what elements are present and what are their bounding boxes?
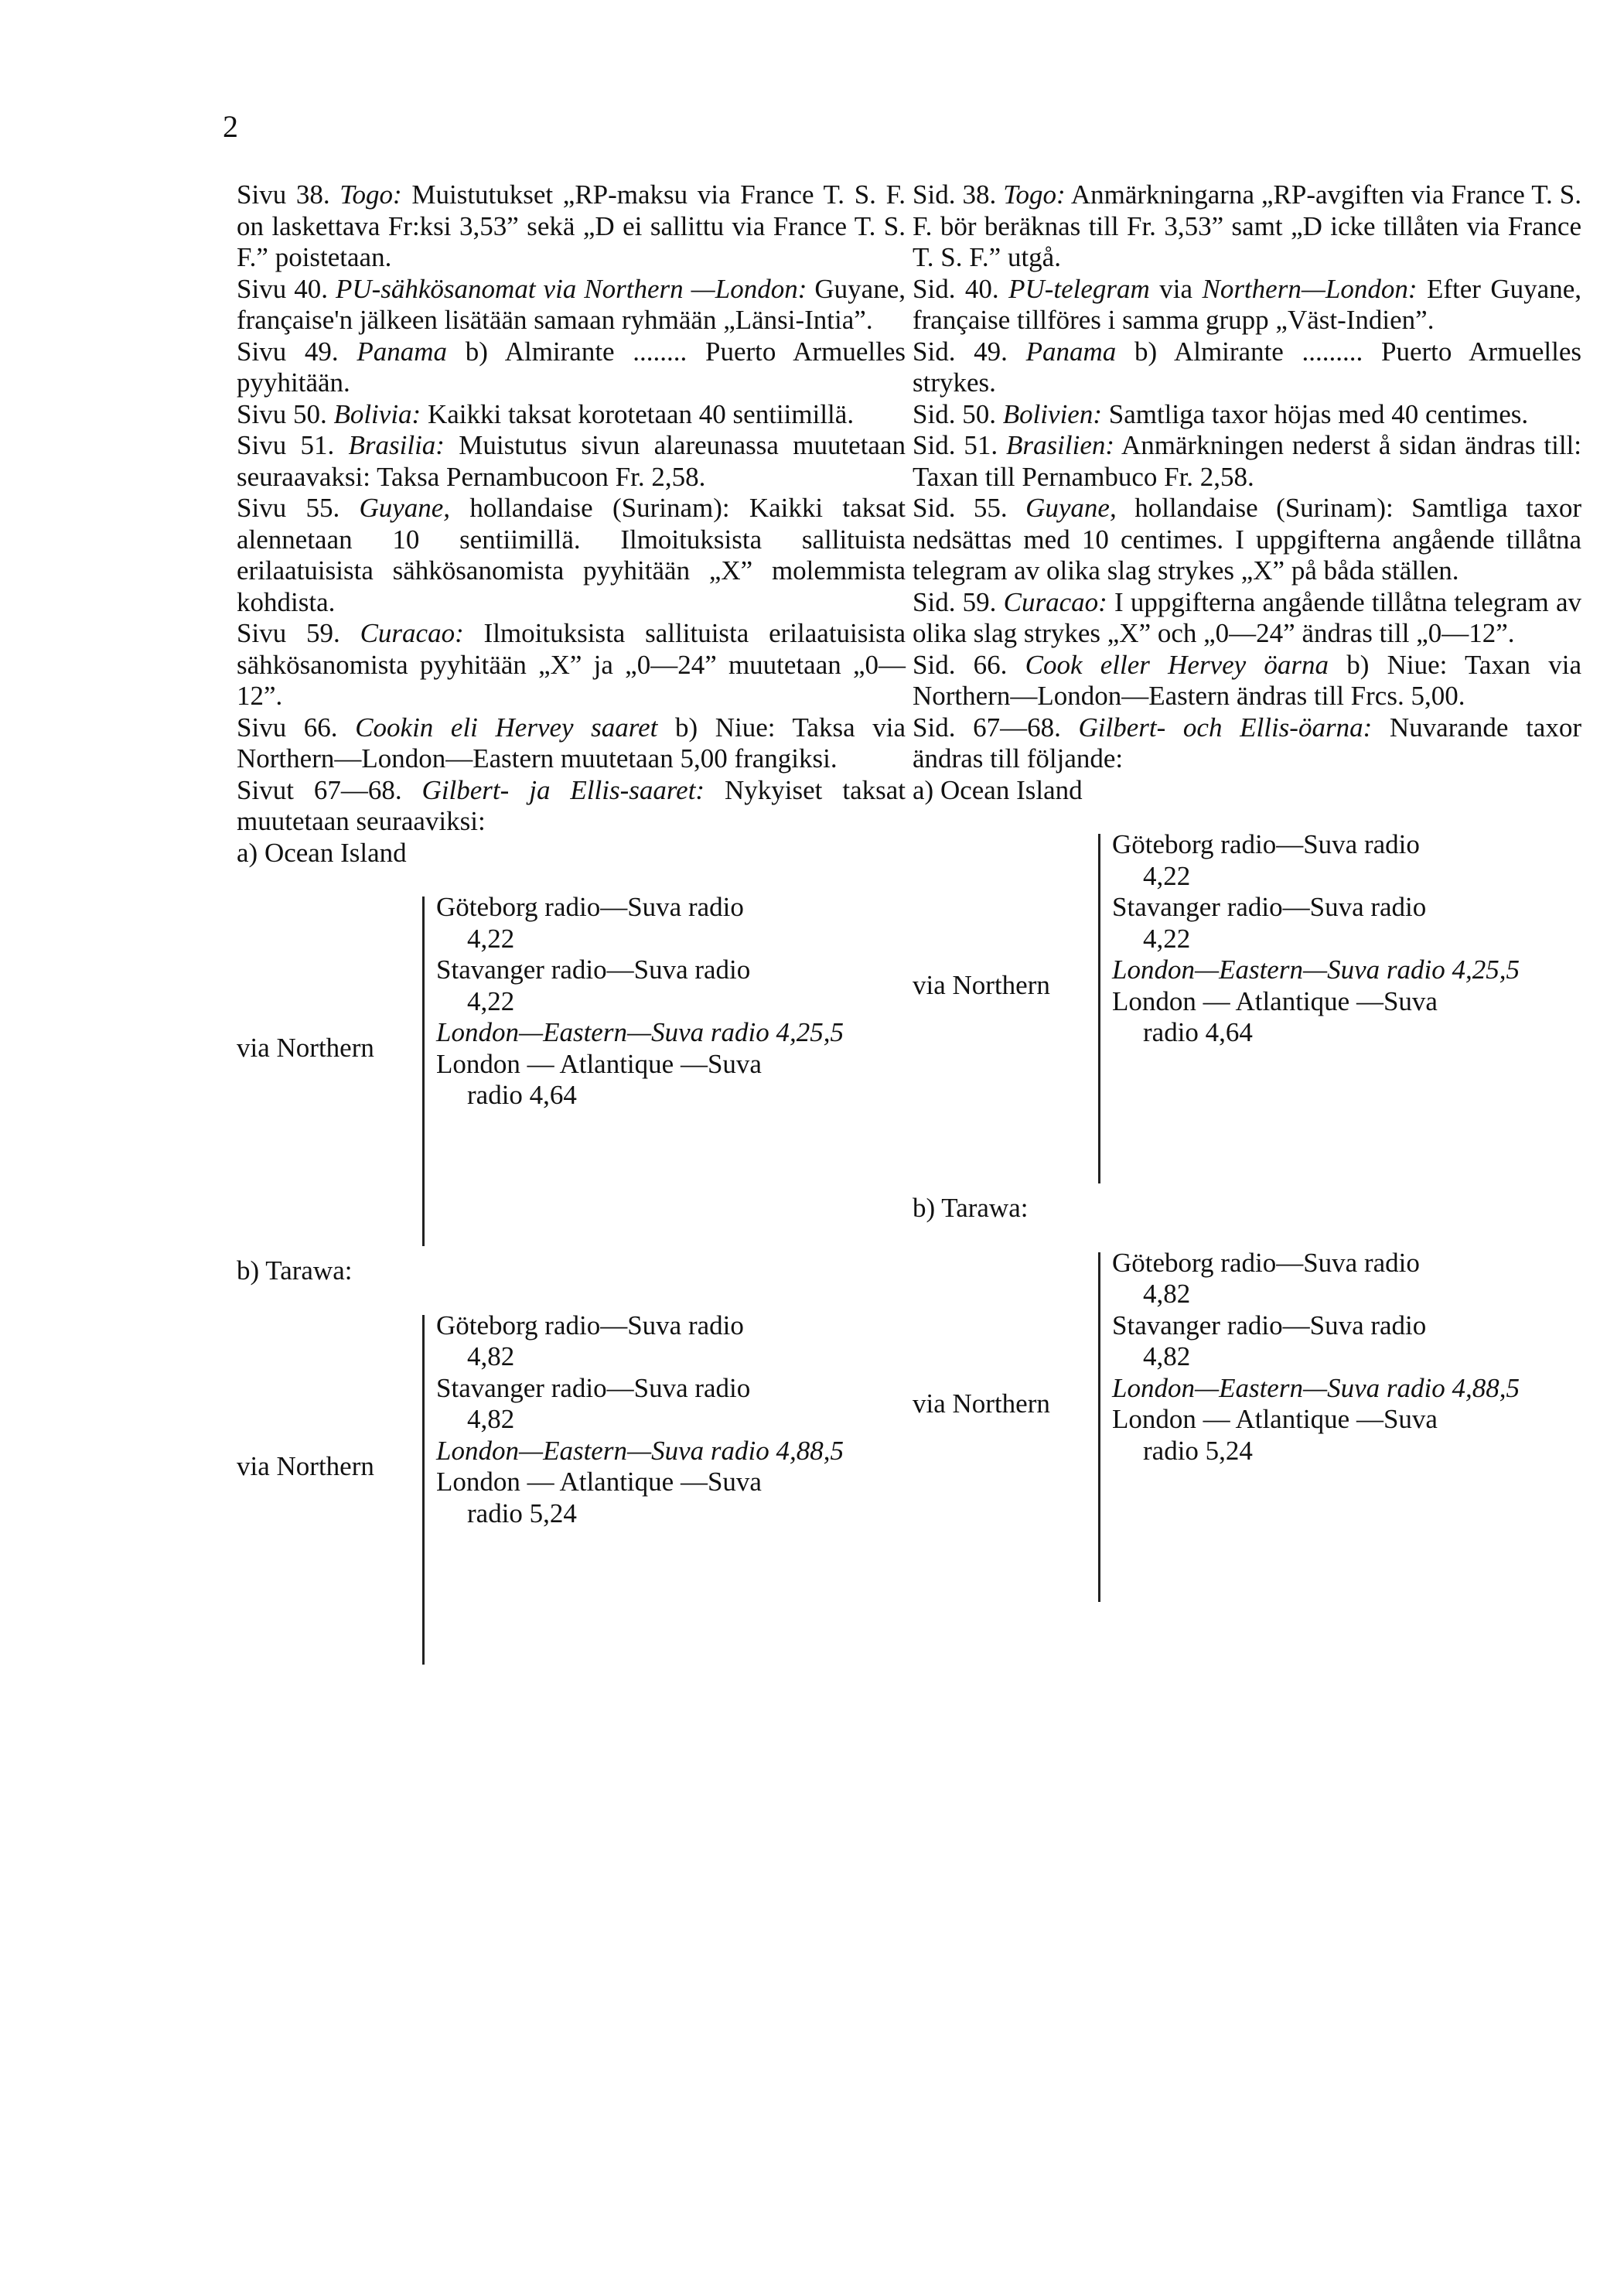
left-route-list-b [436,1310,896,1530]
italic-run: Bolivien: [1002,398,1102,429]
route-line: Göteborg radio—Suva radio [436,892,744,922]
right-brace-bar [1098,834,1100,1183]
text-run: Nuvarande taxor ändras till följande: [913,712,1581,774]
route-line: London — Atlantique —Suva [1112,1404,1438,1434]
paragraph [237,430,906,493]
route-line: London—Eastern—Suva radio 4,88,5 [1112,1372,1520,1403]
text-run: hollandaise (Surinam): Samtliga taxor nedsättas med 10 centimes. I uppgifterna angående tillåtna telegram av olika slag strykes „X” på båda ställen. [913,493,1581,586]
italic-run: Guyane, [359,493,451,523]
text-run: I uppgifterna angående tillåtna telegram av olika slag strykes „X” och „0—24” ändras till „0—12”. [913,586,1581,648]
left-paragraphs [237,179,906,838]
page-number: 2 [223,109,238,144]
text-run: Sivu 49. [237,336,357,367]
route-line: Stavanger radio—Suva radio [1112,1310,1427,1340]
paragraph [913,336,1581,399]
left-tarawa-routes [237,1310,906,1674]
text-run: hollandaise (Surinam): Kaikki taksat alennetaan 10 sentiimillä. Ilmoituksista sallituista erilaatuisista sähkösanomista pyyhitään „X” molemmista kohdista. [237,493,906,617]
text-run: Sid. 55. [913,493,1026,523]
text-run: Sivu 59. [237,618,360,648]
italic-run: Togo: [1003,179,1066,210]
right-route-list-b [1112,1248,1572,1467]
paragraph [237,274,906,336]
italic-run: Gilbert- ja Ellis-saaret: [421,774,705,805]
paragraph [237,618,906,712]
right-ocean-island-label: a) Ocean Island [913,774,1083,805]
text-run: Sivut 67—68. [237,774,422,805]
text-run: Sivu 66. [237,712,356,743]
italic-run: Togo: [339,179,402,210]
italic-run: Gilbert- och Ellis-öarna: [1078,712,1373,743]
text-run: Sid. 49. [913,336,1026,367]
paragraph [237,775,906,838]
paragraph [913,430,1581,493]
text-run: Efter Guyane, française tillföres i samma grupp „Väst-Indien”. [913,273,1581,335]
right-via-northern-label: via Northern [913,1388,1050,1419]
text-run: Sid. 66. [913,649,1025,680]
route-line: Stavanger radio—Suva radio [436,955,751,985]
right-brace-bar [1098,1252,1100,1602]
text-run: b) Almirante ........ Puerto Armuelles pyyhitään. [237,336,906,398]
text-run: Samtliga taxor höjas med 40 centimes. [1101,398,1529,429]
route-line: 4,22 [1143,923,1191,954]
route-line: radio 4,64 [1143,1017,1253,1047]
paragraph [237,493,906,618]
italic-run: Brasilia: [348,430,445,460]
text-run: Anmärkningen nederst å sidan ändras till: Taxan till Pernambuco Fr. 2,58. [913,430,1581,492]
italic-run: PU-telegram [1008,273,1150,304]
paragraph [913,179,1581,274]
paragraph [913,587,1581,650]
route-line: London — Atlantique —Suva [436,1467,762,1497]
paragraph [913,274,1581,336]
paragraph [237,179,906,274]
italic-run: Guyane, [1025,493,1117,523]
right-column-swedish [913,179,1581,1611]
left-route-list-a [436,892,896,1112]
italic-run: PU-sähkösanomat via Northern —London: [335,273,807,304]
left-ocean-island-routes [237,892,906,1255]
route-line: London — Atlantique —Suva [436,1048,762,1079]
text-run: Sid. 67—68. [913,712,1079,743]
left-brace-bar [422,896,425,1246]
text-run: Sid. 51. [913,430,1007,460]
paragraph [237,336,906,399]
text-run: Sid. 38. [913,179,1004,210]
left-column-finnish [237,179,906,1674]
text-run: via [1149,273,1203,304]
left-ocean-island-label: a) Ocean Island [237,837,407,868]
text-run: Kaikki taksat korotetaan 40 sentiimillä. [421,398,855,429]
route-line: 4,22 [1143,860,1191,891]
paragraph [237,399,906,431]
left-brace-bar [422,1315,425,1665]
text-run: Sid. 40. [913,273,1009,304]
text-run: b) Niue: Taxan via Northern—London—Eastern ändras till Frcs. 5,00. [913,649,1581,711]
left-via-northern-label: via Northern [237,1450,374,1481]
text-run: Sid. 59. [913,586,1004,617]
route-line: radio 5,24 [1143,1435,1253,1466]
route-line: 4,82 [1143,1279,1191,1309]
italic-run: Bolivia: [333,398,421,429]
italic-run: Cookin eli Hervey saaret [355,712,658,743]
route-line: Stavanger radio—Suva radio [436,1372,751,1403]
right-via-northern-label: via Northern [913,970,1050,1000]
route-line: Göteborg radio—Suva radio [436,1310,744,1340]
text-run: Muistutus sivun alareunassa muutetaan seuraavaksi: Taksa Pernambucoon Fr. 2,58. [237,430,906,492]
text-run: Ilmoituksista sallituista erilaatuisista sähkösanomista pyyhitään „X” ja „0—24” muutetaan „0—12”. [237,618,906,711]
route-line: London—Eastern—Suva radio 4,88,5 [436,1435,844,1466]
text-run: Guyane, française'n jälkeen lisätään samaan ryhmään „Länsi-Intia”. [237,273,906,335]
left-tarawa-label: b) Tarawa: [237,1255,353,1286]
right-paragraphs [913,179,1581,775]
route-line: 4,82 [1143,1341,1191,1371]
right-tarawa-routes [913,1248,1581,1611]
text-run: Sid. 50. [913,398,1003,429]
text-run: b) Niue: Taksa via Northern—London—Eastern muutetaan 5,00 frangiksi. [237,712,906,774]
italic-run: Brasilien: [1006,430,1115,460]
italic-run: Curacao: [360,618,464,648]
text-run: Sivu 40. [237,273,336,304]
route-line: 4,22 [467,985,515,1016]
italic-run: Northern—London: [1202,273,1418,304]
route-line: London — Atlantique —Suva [1112,985,1438,1016]
route-line: Stavanger radio—Suva radio [1112,892,1427,922]
paragraph [913,650,1581,712]
right-tarawa-label: b) Tarawa: [913,1193,1029,1223]
text-run: b) Almirante ......... Puerto Armuelles strykes. [913,336,1581,398]
route-line: 4,22 [467,923,515,954]
text-run: Sivu 55. [237,493,360,523]
route-line: radio 5,24 [467,1498,577,1528]
text-run: Muistutukset „RP-maksu via France T. S. F. on laskettava Fr:ksi 3,53” sekä „D ei sallittu via France T. S. F.” poistetaan. [237,179,906,272]
text-run: Sivu 50. [237,398,334,429]
italic-run: Cook eller Hervey öarna [1025,649,1329,680]
route-line: radio 4,64 [467,1080,577,1110]
text-run: Sivu 38. [237,179,340,210]
paragraph [237,712,906,775]
paragraph [913,399,1581,431]
italic-run: Panama [1025,336,1117,367]
paragraph [913,712,1581,775]
route-line: Göteborg radio—Suva radio [1112,1247,1420,1278]
route-line: Göteborg radio—Suva radio [1112,829,1420,859]
route-line: 4,82 [467,1341,515,1371]
text-run: Anmärkningarna „RP-avgiften via France T. S. F. bör beräknas till Fr. 3,53” samt „D icke tillåten via France T. S. F.” utgå. [913,179,1581,272]
route-line: London—Eastern—Suva radio 4,25,5 [1112,955,1520,985]
route-line: London—Eastern—Suva radio 4,25,5 [436,1017,844,1047]
paragraph [913,493,1581,587]
left-via-northern-label: via Northern [237,1033,374,1063]
italic-run: Curacao: [1003,586,1107,617]
route-line: 4,82 [467,1404,515,1434]
right-ocean-island-routes [913,829,1581,1193]
text-run: Sivu 51. [237,430,349,460]
text-run: Nykyiset taksat muutetaan seuraaviksi: [237,774,906,836]
italic-run: Panama [357,336,448,367]
right-route-list-a [1112,829,1572,1049]
